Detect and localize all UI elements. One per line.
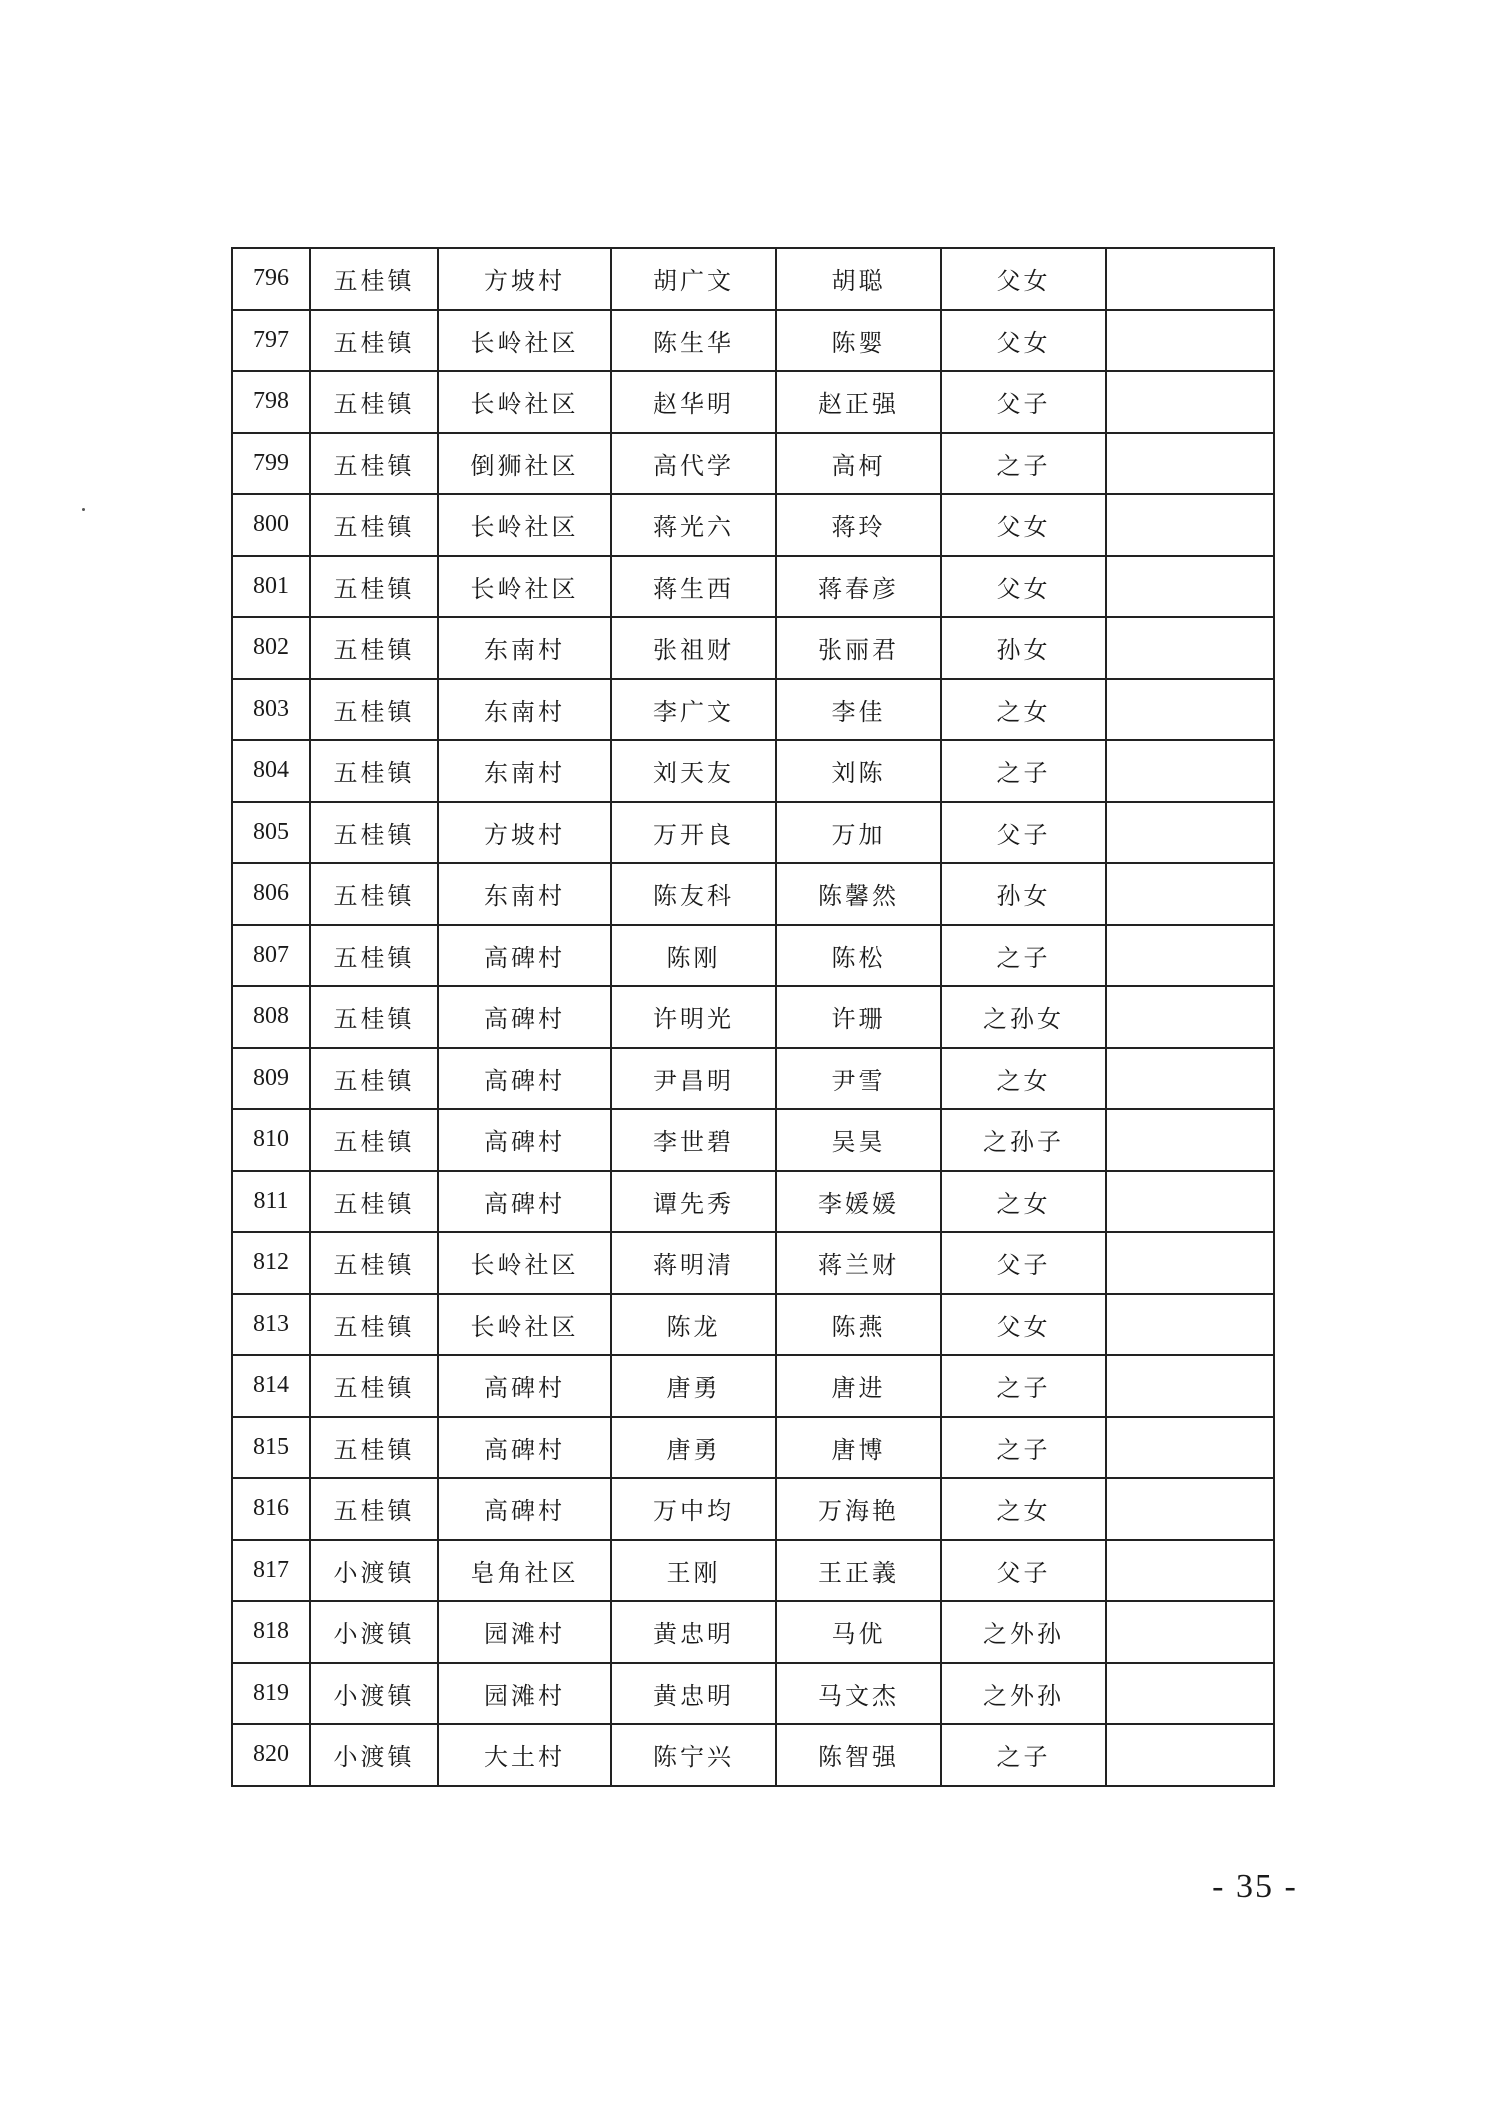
serial-number-cell: 814 [232, 1355, 310, 1417]
recipient-name-cell: 蒋春彦 [776, 556, 941, 618]
village-cell: 大土村 [438, 1724, 611, 1786]
recipient-name-cell: 马文杰 [776, 1663, 941, 1725]
roster-table [231, 247, 1275, 1787]
village-cell: 高碑村 [438, 1355, 611, 1417]
serial-number-cell: 817 [232, 1540, 310, 1602]
applicant-name-cell: 刘天友 [611, 740, 776, 802]
recipient-name-cell: 马优 [776, 1601, 941, 1663]
note-cell [1106, 1294, 1274, 1356]
applicant-name-cell: 胡广文 [611, 248, 776, 310]
recipient-name-cell: 唐进 [776, 1355, 941, 1417]
table-row [232, 1724, 1274, 1786]
table-row [232, 248, 1274, 310]
village-cell: 皂角社区 [438, 1540, 611, 1602]
town-cell: 小渡镇 [310, 1601, 438, 1663]
town-cell: 小渡镇 [310, 1724, 438, 1786]
recipient-name-cell: 胡聪 [776, 248, 941, 310]
relation-cell: 孙女 [941, 617, 1106, 679]
applicant-name-cell: 陈宁兴 [611, 1724, 776, 1786]
note-cell [1106, 494, 1274, 556]
recipient-name-cell: 蒋兰财 [776, 1232, 941, 1294]
relation-cell: 孙女 [941, 863, 1106, 925]
village-cell: 高碑村 [438, 986, 611, 1048]
town-cell: 五桂镇 [310, 494, 438, 556]
applicant-name-cell: 赵华明 [611, 371, 776, 433]
serial-number-cell: 804 [232, 740, 310, 802]
table-row [232, 371, 1274, 433]
table-row [232, 1294, 1274, 1356]
table-row [232, 863, 1274, 925]
recipient-name-cell: 赵正强 [776, 371, 941, 433]
relation-cell: 之子 [941, 433, 1106, 495]
town-cell: 五桂镇 [310, 1109, 438, 1171]
serial-number-cell: 806 [232, 863, 310, 925]
table-row [232, 1540, 1274, 1602]
recipient-name-cell: 刘陈 [776, 740, 941, 802]
serial-number-cell: 808 [232, 986, 310, 1048]
page-number: - 35 - [1212, 1868, 1298, 1905]
town-cell: 五桂镇 [310, 371, 438, 433]
recipient-name-cell: 陈婴 [776, 310, 941, 372]
serial-number-cell: 802 [232, 617, 310, 679]
roster-body [232, 248, 1274, 1786]
serial-number-cell: 796 [232, 248, 310, 310]
town-cell: 五桂镇 [310, 1294, 438, 1356]
town-cell: 五桂镇 [310, 1478, 438, 1540]
applicant-name-cell: 蒋明清 [611, 1232, 776, 1294]
serial-number-cell: 807 [232, 925, 310, 987]
recipient-name-cell: 唐博 [776, 1417, 941, 1479]
applicant-name-cell: 唐勇 [611, 1355, 776, 1417]
village-cell: 倒狮社区 [438, 433, 611, 495]
relation-cell: 之子 [941, 740, 1106, 802]
serial-number-cell: 810 [232, 1109, 310, 1171]
relation-cell: 父女 [941, 248, 1106, 310]
town-cell: 小渡镇 [310, 1540, 438, 1602]
table-row [232, 1601, 1274, 1663]
relation-cell: 之女 [941, 1171, 1106, 1233]
village-cell: 东南村 [438, 617, 611, 679]
village-cell: 东南村 [438, 679, 611, 741]
note-cell [1106, 1355, 1274, 1417]
recipient-name-cell: 李媛媛 [776, 1171, 941, 1233]
table-row [232, 1171, 1274, 1233]
village-cell: 方坡村 [438, 248, 611, 310]
serial-number-cell: 815 [232, 1417, 310, 1479]
recipient-name-cell: 吴昊 [776, 1109, 941, 1171]
relation-cell: 之外孙 [941, 1663, 1106, 1725]
table-row [232, 1048, 1274, 1110]
village-cell: 长岭社区 [438, 371, 611, 433]
table-row [232, 1355, 1274, 1417]
town-cell: 五桂镇 [310, 1355, 438, 1417]
note-cell [1106, 1540, 1274, 1602]
table-row [232, 1478, 1274, 1540]
applicant-name-cell: 陈龙 [611, 1294, 776, 1356]
note-cell [1106, 1663, 1274, 1725]
village-cell: 高碑村 [438, 925, 611, 987]
serial-number-cell: 798 [232, 371, 310, 433]
village-cell: 高碑村 [438, 1109, 611, 1171]
table-row [232, 1109, 1274, 1171]
applicant-name-cell: 陈友科 [611, 863, 776, 925]
note-cell [1106, 310, 1274, 372]
table-row [232, 1232, 1274, 1294]
applicant-name-cell: 黄忠明 [611, 1601, 776, 1663]
town-cell: 小渡镇 [310, 1663, 438, 1725]
scan-speck [82, 508, 85, 511]
note-cell [1106, 617, 1274, 679]
town-cell: 五桂镇 [310, 433, 438, 495]
note-cell [1106, 433, 1274, 495]
relation-cell: 父女 [941, 1294, 1106, 1356]
recipient-name-cell: 许珊 [776, 986, 941, 1048]
town-cell: 五桂镇 [310, 310, 438, 372]
relation-cell: 之女 [941, 679, 1106, 741]
recipient-name-cell: 尹雪 [776, 1048, 941, 1110]
note-cell [1106, 248, 1274, 310]
village-cell: 长岭社区 [438, 556, 611, 618]
table-row [232, 740, 1274, 802]
village-cell: 长岭社区 [438, 494, 611, 556]
applicant-name-cell: 万中均 [611, 1478, 776, 1540]
town-cell: 五桂镇 [310, 802, 438, 864]
table-row [232, 494, 1274, 556]
relation-cell: 父子 [941, 802, 1106, 864]
table-row [232, 802, 1274, 864]
relation-cell: 父子 [941, 371, 1106, 433]
recipient-name-cell: 张丽君 [776, 617, 941, 679]
serial-number-cell: 805 [232, 802, 310, 864]
serial-number-cell: 803 [232, 679, 310, 741]
recipient-name-cell: 王正義 [776, 1540, 941, 1602]
recipient-name-cell: 陈智强 [776, 1724, 941, 1786]
applicant-name-cell: 万开良 [611, 802, 776, 864]
note-cell [1106, 802, 1274, 864]
serial-number-cell: 819 [232, 1663, 310, 1725]
applicant-name-cell: 王刚 [611, 1540, 776, 1602]
applicant-name-cell: 尹昌明 [611, 1048, 776, 1110]
note-cell [1106, 740, 1274, 802]
relation-cell: 之外孙 [941, 1601, 1106, 1663]
recipient-name-cell: 陈燕 [776, 1294, 941, 1356]
recipient-name-cell: 陈馨然 [776, 863, 941, 925]
note-cell [1106, 1048, 1274, 1110]
note-cell [1106, 1232, 1274, 1294]
note-cell [1106, 863, 1274, 925]
applicant-name-cell: 黄忠明 [611, 1663, 776, 1725]
note-cell [1106, 679, 1274, 741]
relation-cell: 之孙女 [941, 986, 1106, 1048]
applicant-name-cell: 陈生华 [611, 310, 776, 372]
applicant-name-cell: 张祖财 [611, 617, 776, 679]
village-cell: 长岭社区 [438, 1232, 611, 1294]
town-cell: 五桂镇 [310, 1417, 438, 1479]
town-cell: 五桂镇 [310, 925, 438, 987]
note-cell [1106, 986, 1274, 1048]
village-cell: 高碑村 [438, 1417, 611, 1479]
table-row [232, 310, 1274, 372]
table-row [232, 1417, 1274, 1479]
recipient-name-cell: 陈松 [776, 925, 941, 987]
applicant-name-cell: 许明光 [611, 986, 776, 1048]
note-cell [1106, 371, 1274, 433]
relation-cell: 之女 [941, 1478, 1106, 1540]
village-cell: 高碑村 [438, 1171, 611, 1233]
village-cell: 高碑村 [438, 1478, 611, 1540]
relation-cell: 之子 [941, 1355, 1106, 1417]
serial-number-cell: 820 [232, 1724, 310, 1786]
village-cell: 长岭社区 [438, 1294, 611, 1356]
relation-cell: 父子 [941, 1232, 1106, 1294]
relation-cell: 父女 [941, 494, 1106, 556]
note-cell [1106, 556, 1274, 618]
village-cell: 园滩村 [438, 1663, 611, 1725]
relation-cell: 之子 [941, 925, 1106, 987]
table-row [232, 556, 1274, 618]
village-cell: 方坡村 [438, 802, 611, 864]
relation-cell: 之女 [941, 1048, 1106, 1110]
village-cell: 东南村 [438, 740, 611, 802]
applicant-name-cell: 高代学 [611, 433, 776, 495]
serial-number-cell: 812 [232, 1232, 310, 1294]
note-cell [1106, 1601, 1274, 1663]
town-cell: 五桂镇 [310, 1171, 438, 1233]
recipient-name-cell: 蒋玲 [776, 494, 941, 556]
village-cell: 东南村 [438, 863, 611, 925]
recipient-name-cell: 万加 [776, 802, 941, 864]
note-cell [1106, 1109, 1274, 1171]
relation-cell: 父子 [941, 1540, 1106, 1602]
town-cell: 五桂镇 [310, 679, 438, 741]
table-row [232, 1663, 1274, 1725]
serial-number-cell: 800 [232, 494, 310, 556]
relation-cell: 之孙子 [941, 1109, 1106, 1171]
serial-number-cell: 799 [232, 433, 310, 495]
town-cell: 五桂镇 [310, 1232, 438, 1294]
serial-number-cell: 809 [232, 1048, 310, 1110]
town-cell: 五桂镇 [310, 617, 438, 679]
note-cell [1106, 925, 1274, 987]
applicant-name-cell: 蒋生西 [611, 556, 776, 618]
town-cell: 五桂镇 [310, 986, 438, 1048]
village-cell: 园滩村 [438, 1601, 611, 1663]
town-cell: 五桂镇 [310, 248, 438, 310]
table-row [232, 617, 1274, 679]
serial-number-cell: 801 [232, 556, 310, 618]
note-cell [1106, 1478, 1274, 1540]
town-cell: 五桂镇 [310, 556, 438, 618]
town-cell: 五桂镇 [310, 863, 438, 925]
relation-cell: 父女 [941, 310, 1106, 372]
recipient-name-cell: 万海艳 [776, 1478, 941, 1540]
table-row [232, 986, 1274, 1048]
town-cell: 五桂镇 [310, 1048, 438, 1110]
serial-number-cell: 818 [232, 1601, 310, 1663]
applicant-name-cell: 李广文 [611, 679, 776, 741]
relation-cell: 父女 [941, 556, 1106, 618]
applicant-name-cell: 李世碧 [611, 1109, 776, 1171]
note-cell [1106, 1417, 1274, 1479]
note-cell [1106, 1724, 1274, 1786]
note-cell [1106, 1171, 1274, 1233]
serial-number-cell: 816 [232, 1478, 310, 1540]
applicant-name-cell: 陈刚 [611, 925, 776, 987]
town-cell: 五桂镇 [310, 740, 438, 802]
recipient-name-cell: 高柯 [776, 433, 941, 495]
applicant-name-cell: 唐勇 [611, 1417, 776, 1479]
recipient-name-cell: 李佳 [776, 679, 941, 741]
village-cell: 高碑村 [438, 1048, 611, 1110]
serial-number-cell: 813 [232, 1294, 310, 1356]
village-cell: 长岭社区 [438, 310, 611, 372]
relation-cell: 之子 [941, 1417, 1106, 1479]
table-row [232, 433, 1274, 495]
relation-cell: 之子 [941, 1724, 1106, 1786]
serial-number-cell: 797 [232, 310, 310, 372]
applicant-name-cell: 谭先秀 [611, 1171, 776, 1233]
serial-number-cell: 811 [232, 1171, 310, 1233]
table-row [232, 679, 1274, 741]
applicant-name-cell: 蒋光六 [611, 494, 776, 556]
table-row [232, 925, 1274, 987]
